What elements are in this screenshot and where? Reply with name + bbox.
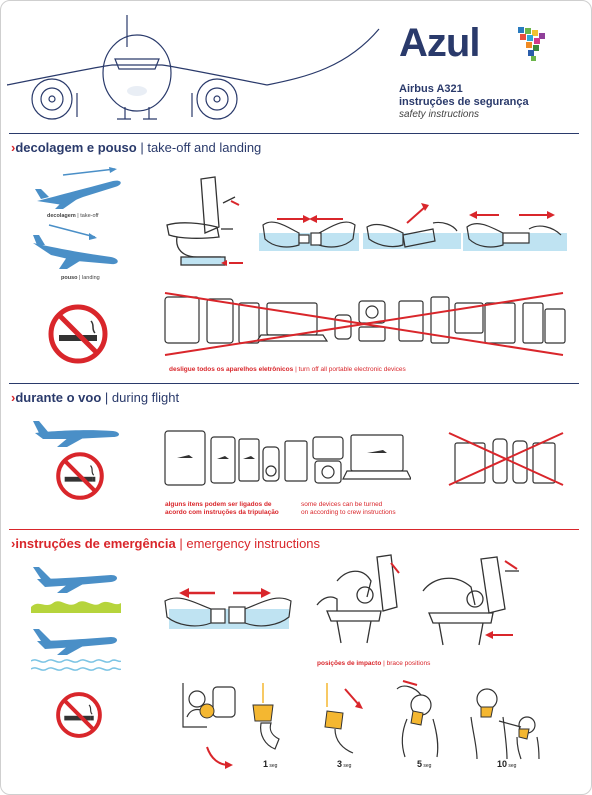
takeoff-airplane-icon — [33, 167, 125, 213]
devices-off-illustration — [159, 289, 569, 367]
section-divider — [9, 529, 579, 530]
oxygen-mask-place-icon — [313, 683, 373, 757]
devices-prohibited-illustration — [445, 429, 567, 489]
seatbelt-fasten-icon — [259, 207, 359, 261]
subtitle-pt: instruções de segurança — [399, 96, 529, 108]
aircraft-front-illustration — [7, 7, 387, 125]
devices-off-caption: desligue todos os aparelhos eletrônicos | turn off all portable electronic devices — [169, 366, 406, 373]
ground-landing-airplane-icon — [31, 565, 121, 615]
step-3-time: 5 seg — [417, 759, 432, 769]
no-smoking-icon — [55, 451, 105, 501]
seat-upright-icon — [161, 173, 245, 273]
devices-allowed-illustration — [161, 425, 411, 491]
oxygen-mask-help-others-icon — [463, 681, 547, 761]
devices-allowed-note-en: some devices can be turned on according to crew instructions — [301, 501, 396, 516]
devices-allowed-note-pt: alguns itens podem ser ligados de acordo com instruções da tripulação — [165, 501, 279, 516]
landing-airplane-icon — [31, 223, 123, 271]
oxygen-mask-pull-icon — [241, 683, 297, 757]
water-landing-airplane-icon — [31, 627, 121, 673]
step-2-time: 3 seg — [337, 759, 352, 769]
oxygen-mask-deploy-icon — [173, 677, 239, 777]
azul-logo: Azul — [399, 21, 480, 65]
brazil-map-logo-icon — [512, 25, 552, 65]
brace-position-1-icon — [307, 551, 407, 647]
seatbelt-tighten-icon — [363, 201, 461, 257]
step-1-time: 1 seg — [263, 759, 278, 769]
section-divider — [9, 133, 579, 134]
seatbelt-emergency-release-icon — [161, 575, 295, 637]
oxygen-mask-fit-icon — [387, 679, 449, 759]
section-title-emergency: ›instruções de emergência | emergency instructions — [11, 536, 321, 551]
section-title-takeoff: ›decolagem e pouso | take-off and landing — [11, 140, 262, 155]
caption-landing: pouso | landing — [61, 275, 100, 281]
brace-position-2-icon — [409, 551, 539, 647]
cruise-airplane-icon — [33, 417, 119, 447]
step-4-time: 10 seg — [497, 759, 517, 769]
no-smoking-icon — [47, 303, 109, 365]
section-divider — [9, 383, 579, 384]
no-smoking-icon — [55, 691, 103, 739]
subtitle-en: safety instructions — [399, 109, 480, 120]
aircraft-model: Airbus A321 — [399, 83, 463, 95]
brace-caption: posições de impacto | brace positions — [317, 660, 431, 667]
caption-takeoff: decolagem | take-off — [47, 213, 99, 219]
seatbelt-release-icon — [463, 205, 567, 259]
section-title-flight: ›durante o voo | during flight — [11, 390, 180, 405]
